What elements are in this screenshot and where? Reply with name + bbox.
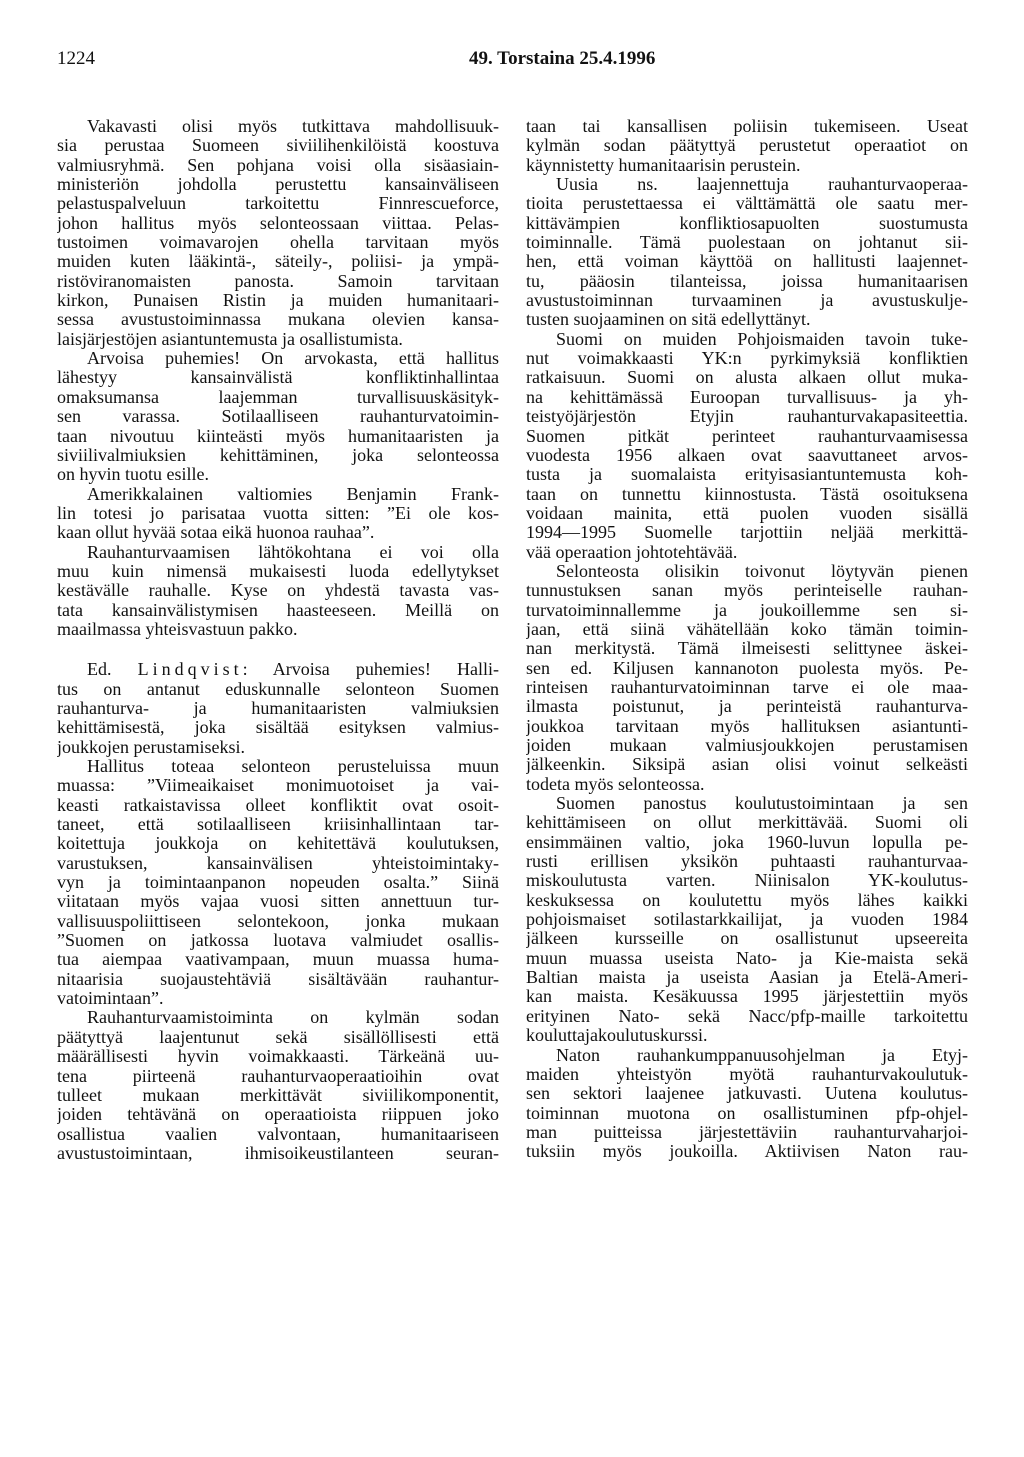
- text-line: kittävämpien konfliktiosapuolten suostumusta: [526, 213, 968, 233]
- text-line: vuodesta 1956 alkaen ovat saavuttaneet arvos-: [526, 445, 968, 465]
- text-line: kehittämisestä, joka sisältää esityksen valmius-: [57, 718, 499, 738]
- left-column: [57, 117, 499, 1163]
- text-line: Amerikkalainen valtiomies Benjamin Frank-: [87, 484, 499, 504]
- text-line: ”Suomen on jatkossa luotava valmiudet osallis-: [57, 931, 499, 951]
- text-line: Hallitus toteaa selonteon perusteluissa muun: [87, 757, 499, 776]
- text-line: muiden kuten lääkintä-, säteily-, poliisi- ja ympä-: [57, 252, 499, 272]
- text-line: muassa: ”Viimeaikaiset monimuotoiset ja vai-: [57, 776, 499, 796]
- text-line: joiden mukaan valmiusjoukkojen perustamisen: [526, 736, 968, 755]
- text-line: Uusia ns. laajennettuja rauhanturvaoperaa-: [556, 175, 968, 195]
- text-line: taan nivoutuu kiinteästi myös humanitaaristen ja: [57, 426, 499, 446]
- right-column: [526, 117, 968, 1162]
- text-line: osallistua vaalien valvontaan, humanitaariseen: [57, 1124, 499, 1144]
- text-line: avustustoimintaan, ihmisoikeustilanteen seuran-: [57, 1143, 499, 1163]
- text-line: joukkojen perustamiseksi.: [57, 737, 245, 757]
- text-line: nitaarisia suojaustehtäviä sisältävään rauhantur-: [57, 969, 499, 989]
- text-line: toiminnalle. Tämä puolestaan on johtanut sii-: [526, 233, 968, 253]
- text-line: vää operaation johtotehtävää.: [526, 542, 738, 562]
- text-line: lin totesi jo parisataa vuotta sitten: ”Ei ole kos-: [57, 503, 499, 523]
- text-line: tata kansainvälistymisen haasteeseen. Meillä on: [57, 600, 499, 620]
- page-header: [57, 48, 962, 78]
- text-line: na kehittämässä Euroopan turvallisuus- ja yh-: [526, 387, 968, 407]
- text-line: pohjoismaiset sotilastarkkailijat, ja vuoden 1984: [526, 910, 968, 930]
- speaker-name: Lindqvist: [137, 660, 243, 680]
- text-line: muu kuin nimensä mukaisesti luoda edellytykset: [57, 561, 499, 581]
- text-line: maailmassa yhteisvastuun pakko.: [57, 619, 298, 639]
- text-line: valmiusryhmä. Sen pohjana voisi olla sisäasiain-: [57, 155, 499, 175]
- paragraph-gap: [57, 639, 499, 660]
- text-line: viitataan myös vajaa vuosi sitten annettuun tur-: [57, 892, 499, 912]
- text-line: 1994—1995 Suomelle tarjottiin neljää merkittä-: [526, 523, 968, 543]
- text-line: sen varassa. Sotilaalliseen rauhanturvatoimin-: [57, 407, 499, 427]
- text-line: sen sektori laajenee jatkuvasti. Uutena koulutus-: [526, 1084, 968, 1104]
- text-line: jaan, että siinä vähätellään koko tämän toimin-: [526, 619, 968, 639]
- text-line: tusta ja suomalaista erityisasiantuntemusta koh-: [526, 465, 968, 485]
- text-line: keasti ratkaistavissa olleet konfliktit ovat osoit-: [57, 795, 499, 815]
- text-line: vyn ja toimintaanpanon nopeuden osalta.” Siinä: [57, 873, 499, 893]
- text-line: tus on antanut eduskunnalle selonteon Suomen: [57, 679, 499, 699]
- text-line: kaan ollut hyvää sotaa eikä huonoa rauhaa”.: [57, 523, 375, 543]
- text-line: Rauhanturvaamisen lähtökohtana ei voi olla: [87, 542, 499, 562]
- text-line: taneet, että sotilaalliseen kriisinhallintaan tar-: [57, 815, 499, 835]
- text-line: siviilivalmiuksien kehittäminen, joka selonteossa: [57, 445, 499, 465]
- text-line: vatoimintaan”.: [57, 989, 164, 1009]
- text-line: muun muassa useista Nato- ja Kie-maista sekä: [526, 948, 968, 968]
- text-line: tusten suojaaminen on sitä edellyttänyt.: [526, 310, 811, 330]
- text-line: kestävälle rauhalle. Kyse on yhdestä tavasta vas-: [57, 581, 499, 601]
- text-line: voidaan mainita, että puolen vuoden sisällä: [526, 503, 968, 523]
- text-line: tua aiempaa vaativampaan, muun muassa huma-: [57, 950, 499, 970]
- text-line: kan maista. Kesäkuussa 1995 järjestettiin myös: [526, 987, 968, 1007]
- text-line: Suomen panostus koulutustoimintaan ja sen: [556, 794, 968, 814]
- text-line: Selonteosta olisikin toivonut löytyvän pienen: [556, 561, 968, 581]
- text-line: Vakavasti olisi myös tutkittava mahdollisuuk-: [87, 117, 499, 136]
- text-line: pelastuspalveluun tarkoitettu Finnrescueforce,: [57, 194, 499, 214]
- text-line: Naton rauhankumppanuusohjelman ja Etyj-: [556, 1045, 968, 1065]
- text-line: ristöviranomaisten panosta. Samoin tarvitaan: [57, 271, 499, 291]
- text-line: tunnustuksen sanan myös perinteiselle rauhan-: [526, 581, 968, 601]
- text-line: man puitteissa järjestettäviin rauhanturvaharjoi-: [526, 1122, 968, 1142]
- text-line: päätyttyä laajentunut sekä sisällöllisesti että: [57, 1027, 499, 1047]
- text-line: sia perustaa Suomeen siviilihenkilöistä koostuva: [57, 136, 499, 156]
- text-line: ministeriön johdolla perustettu kansainväliseen: [57, 175, 499, 195]
- text-line: kouluttajakoulutuskurssi.: [526, 1026, 708, 1046]
- text-line: ensimmäinen valtio, joka 1960-luvun lopulla pe-: [526, 832, 968, 852]
- text-line: rusti erillisen yksikön puhtaasti rauhanturvaa-: [526, 852, 968, 872]
- text-line: erityinen Nato- sekä Nacc/pfp-maille tarkoitettu: [526, 1006, 968, 1026]
- text-line: [57, 660, 499, 679]
- text-line: koitettuja joukkoja on kehitettävä koulutuksen,: [57, 834, 499, 854]
- text-line: joiden tehtävänä on operaatioista riippuen joko: [57, 1105, 499, 1125]
- text-line: Suomen pitkät perinteet rauhanturvaamisessa: [526, 426, 968, 446]
- text-line: avustustoiminnan turvaaminen ja avustuskulje-: [526, 291, 968, 311]
- text-line: lähestyy kansainvälistä konfliktinhallintaa: [57, 368, 499, 388]
- text-line: omaksumansa laajemman turvallisuuskäsityk-: [57, 387, 499, 407]
- text-line: toiminnan muotona on osallistuminen pfp-ohjel-: [526, 1103, 968, 1123]
- text-line: turvatoiminnallemme ja joukoillemme sen si-: [526, 600, 968, 620]
- text-line: tu, pääosin tilanteissa, joissa humanitaarisen: [526, 271, 968, 291]
- text-line: laisjärjestöjen asiantuntemusta ja osallistumista.: [57, 329, 403, 349]
- text-line: tuksiin myös joukoilla. Aktiivisen Naton rau-: [526, 1142, 968, 1162]
- text-line: jälkeenkin. Siksipä asian olisi voinut selkeästi: [526, 755, 968, 775]
- text-line: Rauhanturvaamistoiminta on kylmän sodan: [87, 1008, 499, 1028]
- text-line: on hyvin tuotu esille.: [57, 465, 209, 485]
- text-line: maiden yhteistyön myötä rauhanturvakoulutuk-: [526, 1064, 968, 1084]
- text-line: ratkaisuun. Suomi on alusta alkaen ollut muka-: [526, 368, 968, 388]
- text-line: jälkeen kursseille on osallistunut upseereita: [526, 929, 968, 949]
- text-line: kehittämiseen on ollut merkittävää. Suomi oli: [526, 813, 968, 833]
- text-line: käynnistetty humanitaarisin perustein.: [526, 155, 801, 175]
- text-line: tulleet mukaan merkittävät siviilikomponentit,: [57, 1085, 499, 1105]
- speaker-prefix: Ed.: [87, 660, 138, 680]
- page-number: 1224: [57, 48, 95, 69]
- text-line: kirkon, Punaisen Ristin ja muiden humanitaari-: [57, 291, 499, 311]
- text-line: keskuksessa on koulutettu myös lähes kaikki: [526, 890, 968, 910]
- text-line: rauhanturva- ja humanitaaristen valmiuksien: [57, 698, 499, 718]
- text-line: todeta myös selonteossa.: [526, 774, 705, 794]
- text-line: Arvoisa puhemies! On arvokasta, että hallitus: [87, 349, 499, 369]
- running-head: 49. Torstaina 25.4.1996: [469, 48, 656, 69]
- text-line: hen, että voiman käyttöä on hallitusti laajennet-: [526, 252, 968, 272]
- text-line: vallisuuspoliittiseen selontekoon, jonka mukaan: [57, 911, 499, 931]
- text-line: joukkoa tarvitaan myös hallituksen asiantunti-: [526, 716, 968, 736]
- text-line: johon hallitus myös selonteossaan viittaa. Pelas-: [57, 213, 499, 233]
- text-line: Baltian maista ja useista Aasian ja Etelä-Ameri-: [526, 968, 968, 988]
- text-line: tioita perustettaessa ei välttämättä ole saatu mer-: [526, 194, 968, 214]
- text-line: sessa avustustoiminnassa mukana olevien kansa-: [57, 310, 499, 330]
- text-line: Suomi on muiden Pohjoismaiden tavoin tuke-: [556, 329, 968, 349]
- speech-start: : Arvoisa puhemies! Halli-: [242, 660, 499, 680]
- text-line: taan tai kansallisen poliisin tukemiseen. Useat: [526, 117, 968, 136]
- text-line: määrällisesti hyvin voimakkaasti. Tärkeänä uu-: [57, 1047, 499, 1067]
- text-line: ilmasta poistunut, ja perinteistä rauhanturva-: [526, 697, 968, 717]
- text-line: tustoimen voimavarojen ohella tarvitaan myös: [57, 233, 499, 253]
- text-line: taan on tunnettu kiinnostusta. Tästä osoituksena: [526, 484, 968, 504]
- text-line: varustuksen, kansainvälisen yhteistoimintaky-: [57, 853, 499, 873]
- text-line: sen ed. Kiljusen kannanoton puolesta myös. Pe-: [526, 658, 968, 678]
- text-line: miskoulutusta varten. Niinisalon YK-koulutus-: [526, 871, 968, 891]
- text-line: kylmän sodan päätyttyä perustetut operaatiot on: [526, 136, 968, 156]
- text-line: nan merkitystä. Tämä ilmeisesti selittynee äskei-: [526, 639, 968, 659]
- text-line: nut voimakkaasti YK:n pyrkimyksiä konfliktien: [526, 349, 968, 369]
- text-line: teistyöjärjestön Etyjin rauhanturvakapasiteettia.: [526, 407, 968, 427]
- text-line: tena piirteenä rauhanturvaoperaatioihin ovat: [57, 1066, 499, 1086]
- text-line: rinteisen rauhanturvatoiminnan tarve ei ole maa-: [526, 677, 968, 697]
